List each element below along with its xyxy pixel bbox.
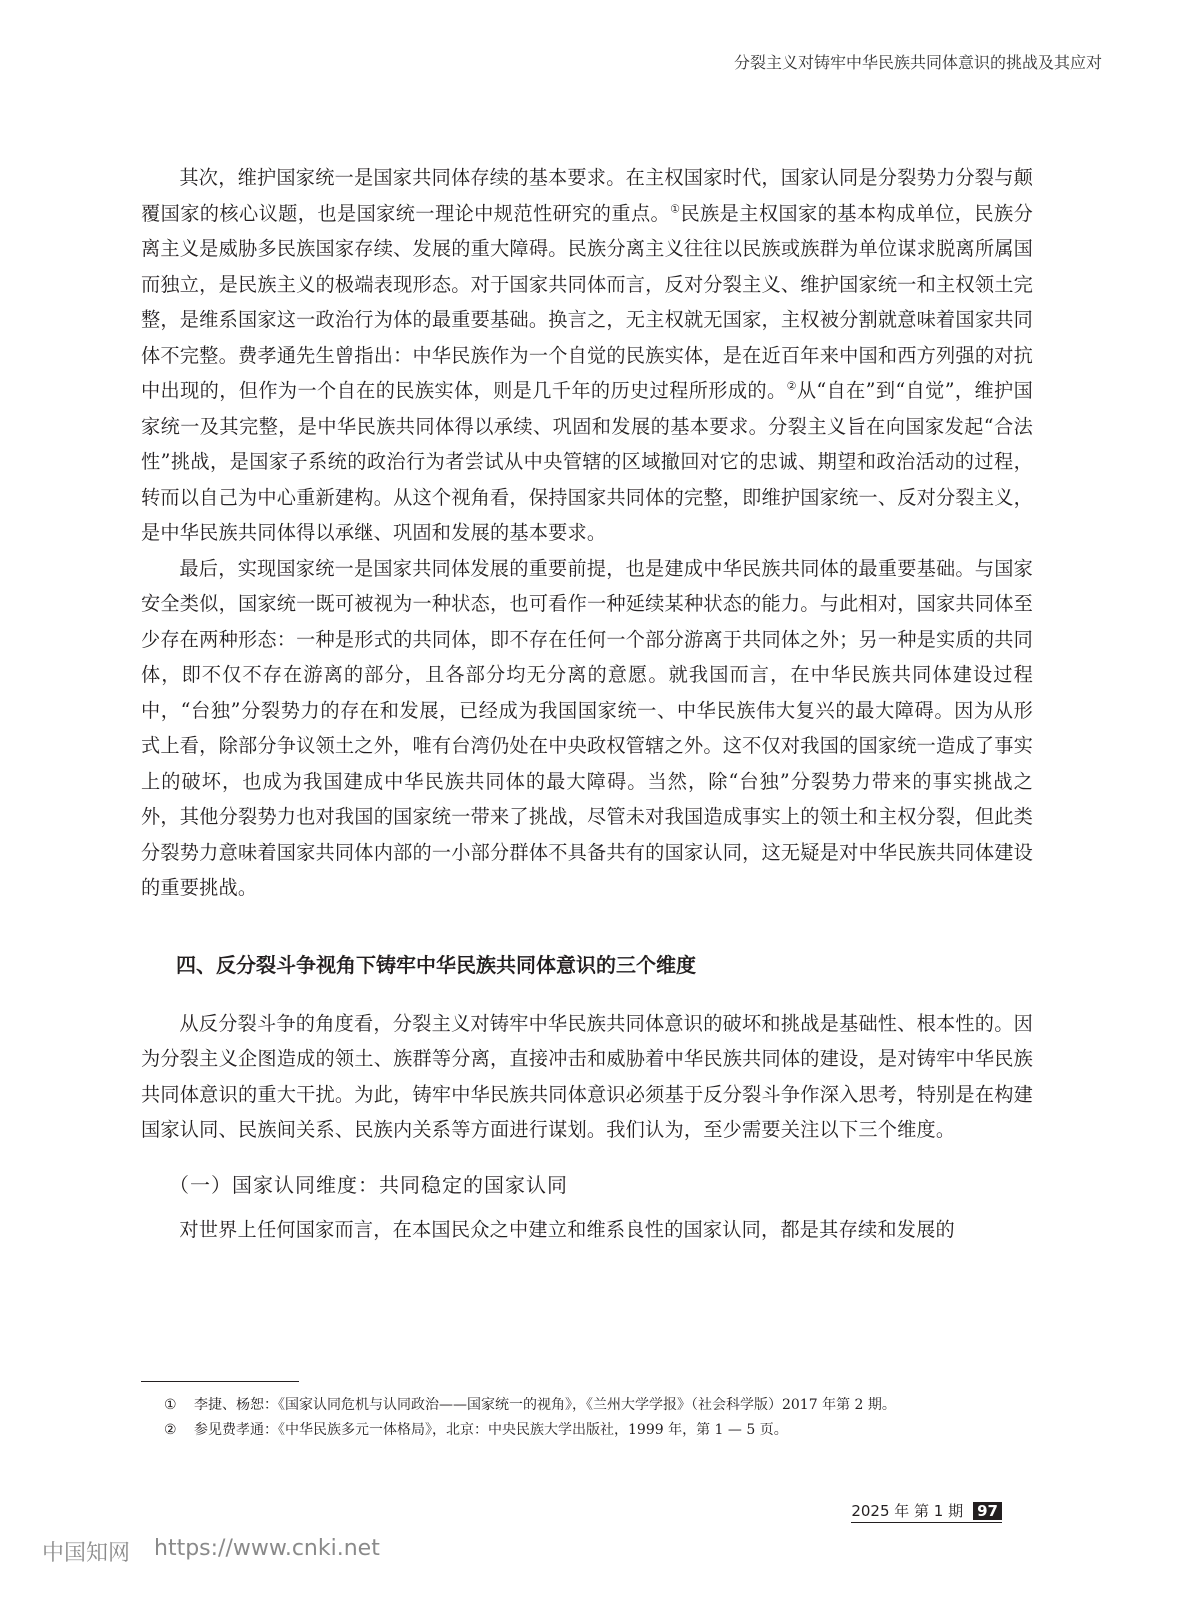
subsection-heading: （一）国家认同维度：共同稳定的国家认同 <box>169 1172 568 1197</box>
page-number: 97 <box>973 1502 1002 1520</box>
footnote-ref-1[interactable]: ① <box>670 202 681 216</box>
footnotes <box>164 1393 1024 1443</box>
footnote-mark: ① <box>164 1397 177 1413</box>
paragraph-text: 民族是主权国家的基本构成单位，民族分离主义是威胁多民族国家存续、发展的重大障碍。民族分离主义往往以民族或族群为单位谋求脱离所属国而独立，是民族主义的极端表现形态。对于国家共同体而言，反对分裂主义、维护国家统一和主权领土完整，是维系国家这一政治行为体的最重要基础。换言之，无主权就无国家，主权被分割就意味着国家共同体不完整。费孝通先生曾指出：中华民族作为一个自觉的民族实体，是在近百年来中国和西方列强的对抗中出现的，但作为一个自在的民族实体，则是几千年的历史过程所形成的。 <box>141 201 1033 402</box>
paragraph: 对世界上任何国家而言，在本国民众之中建立和维系良性的国家认同，都是其存续和发展的 <box>179 1217 955 1241</box>
footnote <box>164 1418 1024 1443</box>
site-name: 中国知网 <box>42 1541 131 1566</box>
footnote-text: 参见费孝通：《中华民族多元一体格局》，北京：中央民族大学出版社，1999 年，第 1 — 5 页。 <box>194 1422 788 1438</box>
article-body <box>141 160 1033 1247</box>
site-url[interactable]: https://www.cnki.net <box>154 1536 380 1561</box>
footnote-divider <box>141 1381 299 1382</box>
paragraph-text: 从“自在”到“自觉”，维护国家统一及其完整，是中华民族共同体得以承续、巩固和发展的基本要求。分裂主义旨在向国家发起“合法性”挑战，是国家子系统的政治行为者尝试从中央管辖的区域撤回对它的忠诚、期望和政治活动的过程，转而以自己为中心重新建构。从这个视角看，保持国家共同体的完整，即维护国家统一、反对分裂主义，是中华民族共同体得以承继、巩固和发展的基本要求。 <box>141 379 1033 544</box>
issue-label: 2025 年 第 1 期 <box>851 1502 964 1520</box>
paragraph: 最后，实现国家统一是国家共同体发展的重要前提，也是建成中华民族共同体的最重要基础。与国家安全类似，国家统一既可被视为一种状态，也可看作一种延续某种状态的能力。与此相对，国家共同体至少存在两种形态：一种是形式的共同体，即不存在任何一个部分游离于共同体之外；另一种是实质的共同体，即不仅不存在游离的部分，且各部分均无分离的意愿。就我国而言，在中华民族共同体建设过程中，“台独”分裂势力的存在和发展，已经成为我国国家统一、中华民族伟大复兴的最大障碍。因为从形式上看，除部分争议领土之外，唯有台湾仍处在中央政权管辖之外。这不仅对我国的国家统一造成了事实上的破坏，也成为我国建成中华民族共同体的最大障碍。当然，除“台独”分裂势力带来的事实挑战之外，其他分裂势力也对我国的国家统一带来了挑战，尽管未对我国造成事实上的领土和主权分裂，但此类分裂势力意味着国家共同体内部的一小部分群体不具备共有的国家认同，这无疑是对中华民族共同体建设的重要挑战。 <box>141 556 1033 899</box>
footnote <box>164 1393 1024 1418</box>
footnote-mark: ② <box>164 1422 177 1438</box>
footnote-ref-2[interactable]: ② <box>786 379 797 393</box>
page-footer <box>851 1500 1002 1523</box>
running-title: 分裂主义对铸牢中华民族共同体意识的挑战及其应对 <box>733 53 1102 72</box>
paragraph <box>141 160 1033 551</box>
paragraph: 从反分裂斗争的角度看，分裂主义对铸牢中华民族共同体意识的破坏和挑战是基础性、根本性的。因为分裂主义企图造成的领土、族群等分离，直接冲击和威胁着中华民族共同体的建设，是对铸牢中华民族共同体意识的重大干扰。为此，铸牢中华民族共同体意识必须基于反分裂斗争作深入思考，特别是在构建国家认同、民族间关系、民族内关系等方面进行谋划。我们认为，至少需要关注以下三个维度。 <box>141 1011 1033 1141</box>
footnote-text: 李捷、杨恕：《国家认同危机与认同政治——国家统一的视角》，《兰州大学学报》（社会科学版）2017 年第 2 期。 <box>194 1397 896 1413</box>
watermark <box>42 1536 380 1567</box>
paragraph-text: 其次，维护国家统一是国家共同体存续的基本要求。在主权国家时代，国家认同是分裂势力分裂与颠覆国家的核心议题，也是国家统一理论中规范性研究的重点。 <box>141 166 1033 225</box>
section-heading: 四、反分裂斗争视角下铸牢中华民族共同体意识的三个维度 <box>176 952 696 977</box>
